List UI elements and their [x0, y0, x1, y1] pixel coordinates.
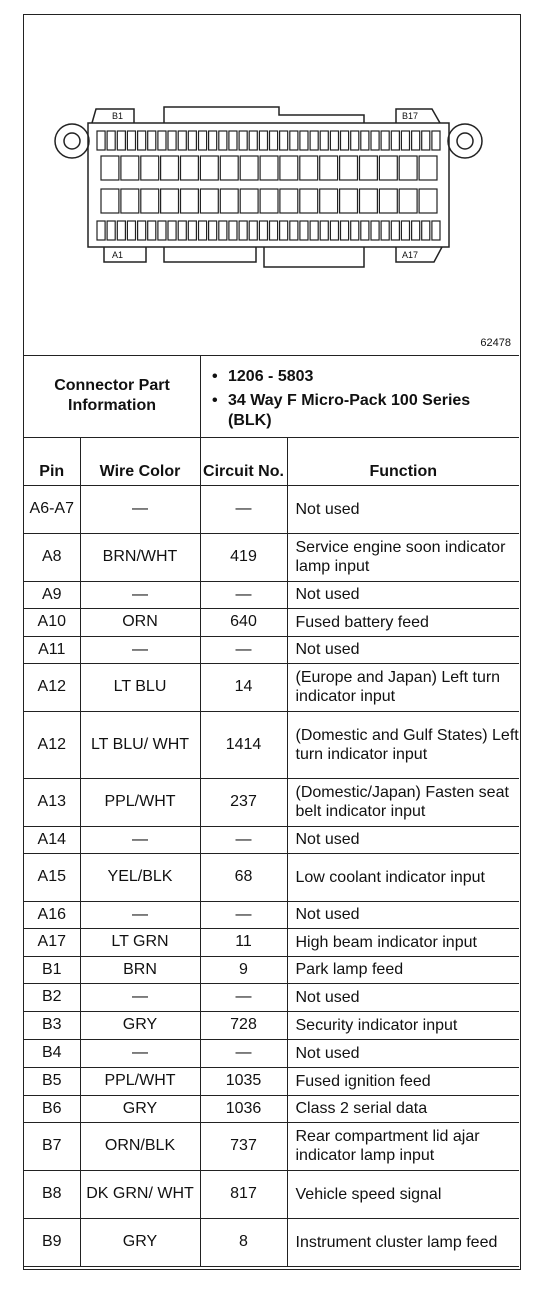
circuit-cell: 1036	[200, 1095, 287, 1122]
circuit-cell: 9	[200, 956, 287, 983]
circuit-cell: —	[200, 983, 287, 1011]
circuit-cell: 728	[200, 1011, 287, 1039]
pin-cavity	[260, 189, 278, 213]
circuit-cell: 1035	[200, 1067, 287, 1095]
pin-cavity	[141, 189, 159, 213]
wire-color-cell: —	[80, 636, 200, 663]
function-cell: Not used	[287, 636, 519, 663]
pin-label-a17: A17	[402, 250, 419, 260]
circuit-cell: 817	[200, 1170, 287, 1218]
wire-color-cell: LT BLU/ WHT	[80, 711, 200, 778]
pin-cavity	[432, 131, 440, 150]
function-cell: Vehicle speed signal	[287, 1170, 519, 1218]
pin-cavity	[209, 131, 217, 150]
wire-color-cell: —	[80, 485, 200, 533]
pin-cavity	[320, 189, 338, 213]
pin-cell: A16	[24, 901, 80, 928]
pin-cell: B2	[24, 983, 80, 1011]
circuit-cell: 8	[200, 1218, 287, 1266]
wire-color-cell: GRY	[80, 1218, 200, 1266]
pin-cavity	[381, 221, 389, 240]
pin-cavity	[141, 156, 159, 180]
pin-cell: A6-A7	[24, 485, 80, 533]
circuit-cell: —	[200, 485, 287, 533]
pin-cell: B5	[24, 1067, 80, 1095]
pin-cavity	[290, 221, 298, 240]
figure-number: 62478	[480, 337, 511, 349]
header-wire-color: Wire Color	[80, 437, 200, 485]
function-cell: Fused battery feed	[287, 608, 519, 636]
pin-cavity	[280, 156, 298, 180]
pin-cavity	[340, 189, 358, 213]
pin-cavity	[360, 156, 378, 180]
pin-cell: A9	[24, 581, 80, 608]
table-row	[24, 636, 519, 663]
pin-cavity	[117, 131, 125, 150]
function-cell: Class 2 serial data	[287, 1095, 519, 1122]
wire-color-cell: LT BLU	[80, 663, 200, 711]
pin-cavity	[300, 189, 318, 213]
pin-cavity	[127, 131, 135, 150]
pin-cavity	[351, 131, 359, 150]
pin-cavity	[399, 156, 417, 180]
connector-info-label: Connector Part Information	[24, 355, 201, 437]
pin-cavity	[219, 131, 227, 150]
pin-cavity	[138, 131, 146, 150]
circuit-cell: —	[200, 901, 287, 928]
pin-cavity	[320, 131, 328, 150]
pin-cell: B7	[24, 1122, 80, 1170]
pin-cavity	[320, 221, 328, 240]
pin-cell: A12	[24, 711, 80, 778]
pin-cavity	[199, 221, 207, 240]
table-row	[24, 826, 519, 853]
pin-cavity	[422, 221, 430, 240]
pin-cavity	[260, 156, 278, 180]
circuit-cell: —	[200, 636, 287, 663]
pin-cell: B9	[24, 1218, 80, 1266]
pin-cavity	[300, 156, 318, 180]
table-row	[24, 1039, 519, 1067]
wire-color-cell: —	[80, 581, 200, 608]
circuit-cell: 640	[200, 608, 287, 636]
pinout-table	[24, 437, 519, 1267]
pin-cavity	[107, 131, 115, 150]
table-row	[24, 485, 519, 533]
connector-sheet	[23, 14, 521, 1270]
header-pin: Pin	[24, 437, 80, 485]
pin-cavity	[101, 156, 119, 180]
pin-cavity	[97, 221, 105, 240]
pin-cell: B8	[24, 1170, 80, 1218]
circuit-cell: —	[200, 581, 287, 608]
wire-color-cell: GRY	[80, 1095, 200, 1122]
pin-cavity	[280, 189, 298, 213]
wire-color-cell: ORN/BLK	[80, 1122, 200, 1170]
pin-cavity	[200, 189, 218, 213]
function-cell: Rear compartment lid ajar indicator lamp input	[287, 1122, 519, 1170]
pin-cavity	[220, 156, 238, 180]
pin-cell: A17	[24, 928, 80, 956]
pin-cell: A8	[24, 533, 80, 581]
pin-cavity	[121, 189, 139, 213]
wire-color-cell: —	[80, 826, 200, 853]
pin-cavity	[158, 221, 166, 240]
pin-cavity	[178, 131, 186, 150]
table-row	[24, 1218, 519, 1266]
pin-cavity	[300, 131, 308, 150]
function-cell: Service engine soon indicator lamp input	[287, 533, 519, 581]
pin-cavity	[259, 221, 267, 240]
pin-cavity	[340, 156, 358, 180]
pin-cavity	[209, 221, 217, 240]
wire-color-cell: GRY	[80, 1011, 200, 1039]
pin-cavity	[181, 156, 199, 180]
part-description: • 34 Way F Micro-Pack 100 Series (BLK)	[210, 391, 510, 431]
pin-cavity	[168, 131, 176, 150]
pin-cavity	[181, 189, 199, 213]
pin-cavity	[101, 189, 119, 213]
circuit-cell: 11	[200, 928, 287, 956]
mounting-ear-left	[55, 124, 89, 158]
pin-cavity	[138, 221, 146, 240]
pin-cavity	[200, 156, 218, 180]
part-number: • 1206 - 5803	[210, 367, 510, 387]
pin-cavity	[97, 131, 105, 150]
pin-cavity	[239, 131, 247, 150]
pin-cavity	[399, 189, 417, 213]
wire-color-cell: —	[80, 901, 200, 928]
pin-cavity	[270, 131, 278, 150]
pin-cavity	[270, 221, 278, 240]
table-row	[24, 1011, 519, 1039]
pin-cavity	[361, 221, 369, 240]
pin-cavity	[391, 221, 399, 240]
pin-cavity	[161, 189, 179, 213]
wire-color-cell: —	[80, 983, 200, 1011]
pin-cavity	[391, 131, 399, 150]
header-function: Function	[287, 437, 519, 485]
pin-cavity	[379, 189, 397, 213]
pin-cell: A15	[24, 853, 80, 901]
connector-info-details	[210, 367, 510, 435]
pin-cavity	[351, 221, 359, 240]
pin-cavity	[219, 221, 227, 240]
table-row	[24, 901, 519, 928]
pin-cavity	[310, 131, 318, 150]
pin-cavity	[341, 221, 349, 240]
pin-cavity	[360, 189, 378, 213]
table-row	[24, 956, 519, 983]
function-cell: Not used	[287, 901, 519, 928]
circuit-cell: 237	[200, 778, 287, 826]
circuit-cell: —	[200, 826, 287, 853]
circuit-cell: 14	[200, 663, 287, 711]
table-row	[24, 581, 519, 608]
pin-cavity	[188, 131, 196, 150]
pin-cavity	[280, 131, 288, 150]
pin-cavity	[361, 131, 369, 150]
function-cell: Instrument cluster lamp feed	[287, 1218, 519, 1266]
table-header-row	[24, 437, 519, 485]
pin-cavity	[148, 131, 156, 150]
pin-cavity	[310, 221, 318, 240]
pin-cavity	[148, 221, 156, 240]
function-cell: (Domestic/Japan) Fasten seat belt indicator input	[287, 778, 519, 826]
pin-cavity	[419, 189, 437, 213]
pin-cavity	[178, 221, 186, 240]
pin-cell: B4	[24, 1039, 80, 1067]
pin-cavity	[229, 221, 237, 240]
pin-cell: B6	[24, 1095, 80, 1122]
wire-color-cell: DK GRN/ WHT	[80, 1170, 200, 1218]
wire-color-cell: —	[80, 1039, 200, 1067]
pin-cell: B3	[24, 1011, 80, 1039]
table-row	[24, 928, 519, 956]
pin-cavity	[381, 131, 389, 150]
pin-cavity	[249, 131, 257, 150]
pin-cavity	[341, 131, 349, 150]
table-row	[24, 608, 519, 636]
pin-cavities	[97, 131, 440, 240]
pin-cavity	[371, 221, 379, 240]
function-cell: Not used	[287, 581, 519, 608]
table-row	[24, 663, 519, 711]
circuit-cell: 1414	[200, 711, 287, 778]
function-cell: (Domestic and Gulf States) Left turn indicator input	[287, 711, 519, 778]
pin-cavity	[168, 221, 176, 240]
pin-cell: A14	[24, 826, 80, 853]
table-row	[24, 1095, 519, 1122]
table-row	[24, 853, 519, 901]
function-cell: Security indicator input	[287, 1011, 519, 1039]
circuit-cell: 419	[200, 533, 287, 581]
pin-cell: A10	[24, 608, 80, 636]
circuit-cell: 737	[200, 1122, 287, 1170]
pin-cavity	[280, 221, 288, 240]
wire-color-cell: BRN	[80, 956, 200, 983]
table-row	[24, 1122, 519, 1170]
table-row	[24, 983, 519, 1011]
pin-cavity	[158, 131, 166, 150]
connector-drawing	[24, 15, 519, 356]
pin-cavity	[371, 131, 379, 150]
pin-cavity	[330, 221, 338, 240]
pin-cavity	[121, 156, 139, 180]
pin-cavity	[412, 131, 420, 150]
pin-label-a1: A1	[112, 250, 124, 260]
table-row	[24, 711, 519, 778]
pin-label-b17: B17	[402, 111, 419, 121]
table-row	[24, 1067, 519, 1095]
wire-color-cell: YEL/BLK	[80, 853, 200, 901]
pin-cavity	[330, 131, 338, 150]
pin-cavity	[127, 221, 135, 240]
header-circuit-no: Circuit No.	[200, 437, 287, 485]
pin-cavity	[107, 221, 115, 240]
pin-cavity	[117, 221, 125, 240]
pin-cavity	[379, 156, 397, 180]
pin-cavity	[249, 221, 257, 240]
pin-cavity	[229, 131, 237, 150]
pin-cell: A13	[24, 778, 80, 826]
connector-diagram	[24, 15, 519, 355]
pin-cavity	[320, 156, 338, 180]
pin-cavity	[188, 221, 196, 240]
function-cell: High beam indicator input	[287, 928, 519, 956]
table-row	[24, 1170, 519, 1218]
pin-cavity	[412, 221, 420, 240]
pin-cell: A12	[24, 663, 80, 711]
table-row	[24, 533, 519, 581]
pin-cavity	[161, 156, 179, 180]
pin-cavity	[240, 156, 258, 180]
pin-cavity	[419, 156, 437, 180]
wire-color-cell: PPL/WHT	[80, 778, 200, 826]
pin-cavity	[290, 131, 298, 150]
pin-cavity	[259, 131, 267, 150]
pin-cell: A11	[24, 636, 80, 663]
pin-cavity	[401, 131, 409, 150]
function-cell: Park lamp feed	[287, 956, 519, 983]
pin-cavity	[300, 221, 308, 240]
wire-color-cell: LT GRN	[80, 928, 200, 956]
connector-body	[88, 123, 449, 247]
wire-color-cell: BRN/WHT	[80, 533, 200, 581]
pin-cavity	[432, 221, 440, 240]
function-cell: Fused ignition feed	[287, 1067, 519, 1095]
pin-cavity	[239, 221, 247, 240]
pin-cell: B1	[24, 956, 80, 983]
pin-cavity	[422, 131, 430, 150]
function-cell: Not used	[287, 983, 519, 1011]
pin-label-b1: B1	[112, 111, 124, 121]
mounting-ear-right	[448, 124, 482, 158]
circuit-cell: 68	[200, 853, 287, 901]
function-cell: Not used	[287, 485, 519, 533]
pin-cavity	[199, 131, 207, 150]
function-cell: Not used	[287, 1039, 519, 1067]
pin-cavity	[220, 189, 238, 213]
wire-color-cell: ORN	[80, 608, 200, 636]
function-cell: Low coolant indicator input	[287, 853, 519, 901]
wire-color-cell: PPL/WHT	[80, 1067, 200, 1095]
pin-cavity	[401, 221, 409, 240]
function-cell: Not used	[287, 826, 519, 853]
pin-cavity	[240, 189, 258, 213]
connector-info	[24, 355, 519, 438]
circuit-cell: —	[200, 1039, 287, 1067]
function-cell: (Europe and Japan) Left turn indicator input	[287, 663, 519, 711]
table-row	[24, 778, 519, 826]
